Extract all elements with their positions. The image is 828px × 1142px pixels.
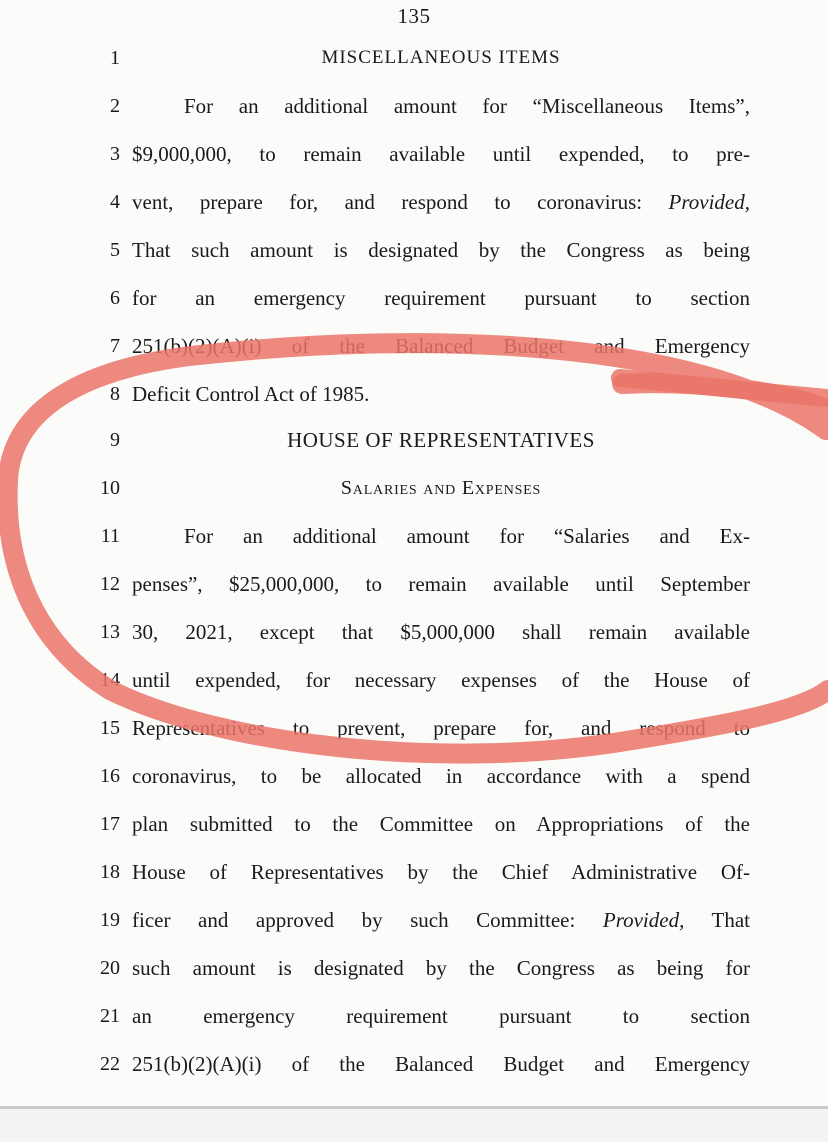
- line-15: [0, 708, 828, 748]
- line-text: For an additional amount for “Salaries and Ex-: [184, 524, 750, 548]
- line-text: plan submitted to the Committee on Appropriations of the: [132, 812, 750, 836]
- line-text: 251(b)(2)(A)(i) of the Balanced Budget and Emergency: [132, 1052, 750, 1076]
- line-number: 20: [100, 957, 120, 979]
- line-number: 12: [100, 573, 120, 595]
- line-text: [132, 182, 750, 222]
- line-number: 16: [100, 765, 120, 787]
- line-text: [132, 900, 750, 940]
- line-number: 6: [110, 287, 120, 309]
- line-1: [0, 38, 828, 78]
- line-10: [0, 468, 828, 508]
- italic-term: Provided,: [668, 190, 750, 214]
- line-13: [0, 612, 828, 652]
- line-number: 2: [110, 95, 120, 117]
- line-number: 19: [100, 909, 120, 931]
- line-2: [0, 86, 828, 126]
- line-text: Deficit Control Act of 1985.: [132, 382, 370, 406]
- line-text: coronavirus, to be allocated in accordance with a spend: [132, 764, 750, 788]
- line-18: [0, 852, 828, 892]
- line-text: House of Representatives by the Chief Administrative Of-: [132, 860, 750, 884]
- line-text-part: ficer and approved by such Committee:: [132, 908, 603, 932]
- line-text: Representatives to prevent, prepare for, and respond to: [132, 716, 750, 740]
- line-number: 15: [100, 717, 120, 739]
- line-9: [0, 420, 828, 460]
- line-text: 30, 2021, except that $5,000,000 shall remain available: [132, 620, 750, 644]
- line-number: 11: [100, 525, 120, 547]
- line-text: until expended, for necessary expenses of the House of: [132, 668, 750, 692]
- section-heading: HOUSE OF REPRESENTATIVES: [287, 428, 595, 452]
- line-17: [0, 804, 828, 844]
- line-number: 21: [100, 1005, 120, 1027]
- line-number: 1: [110, 47, 120, 69]
- line-number: 10: [100, 477, 120, 499]
- line-3: [0, 134, 828, 174]
- line-text-part: vent, prepare for, and respond to coronavirus:: [132, 190, 669, 214]
- section-heading: MISCELLANEOUS ITEMS: [321, 47, 561, 68]
- line-number: 5: [110, 239, 120, 261]
- line-text: That such amount is designated by the Congress as being: [132, 238, 750, 262]
- line-16: [0, 756, 828, 796]
- line-14: [0, 660, 828, 700]
- line-text: 251(b)(2)(A)(i) of the Balanced Budget and Emergency: [132, 334, 750, 358]
- line-19: [0, 900, 828, 940]
- line-text: penses”, $25,000,000, to remain available until September: [132, 572, 750, 596]
- line-11: [0, 516, 828, 556]
- viewer-bottom-bar: [0, 1106, 828, 1142]
- italic-term: Provided,: [602, 908, 685, 932]
- line-number: 4: [110, 191, 120, 213]
- line-number: 3: [110, 143, 120, 165]
- line-text: $9,000,000, to remain available until expended, to pre-: [132, 142, 750, 166]
- page-number: 135: [397, 4, 431, 28]
- line-22: [0, 1044, 828, 1084]
- line-text: an emergency requirement pursuant to section: [132, 1004, 750, 1028]
- line-12: [0, 564, 828, 604]
- line-number: 17: [100, 813, 120, 835]
- line-text: For an additional amount for “Miscellaneous Items”,: [184, 94, 750, 118]
- line-21: [0, 996, 828, 1036]
- line-number: 9: [110, 429, 120, 451]
- line-5: [0, 230, 828, 270]
- line-number: 14: [100, 669, 120, 691]
- line-text: for an emergency requirement pursuant to section: [132, 286, 750, 310]
- line-text-part: That: [684, 908, 750, 932]
- line-6: [0, 278, 828, 318]
- line-number: 13: [100, 621, 120, 643]
- line-7: [0, 326, 828, 366]
- subsection-heading: Salaries and Expenses: [340, 477, 542, 499]
- line-number: 18: [100, 861, 120, 883]
- line-number: 22: [100, 1053, 120, 1075]
- line-text: such amount is designated by the Congress as being for: [132, 956, 750, 980]
- line-number: 7: [110, 335, 120, 357]
- line-20: [0, 948, 828, 988]
- line-number: 8: [110, 383, 120, 405]
- line-8: [0, 374, 828, 414]
- line-4: [0, 182, 828, 222]
